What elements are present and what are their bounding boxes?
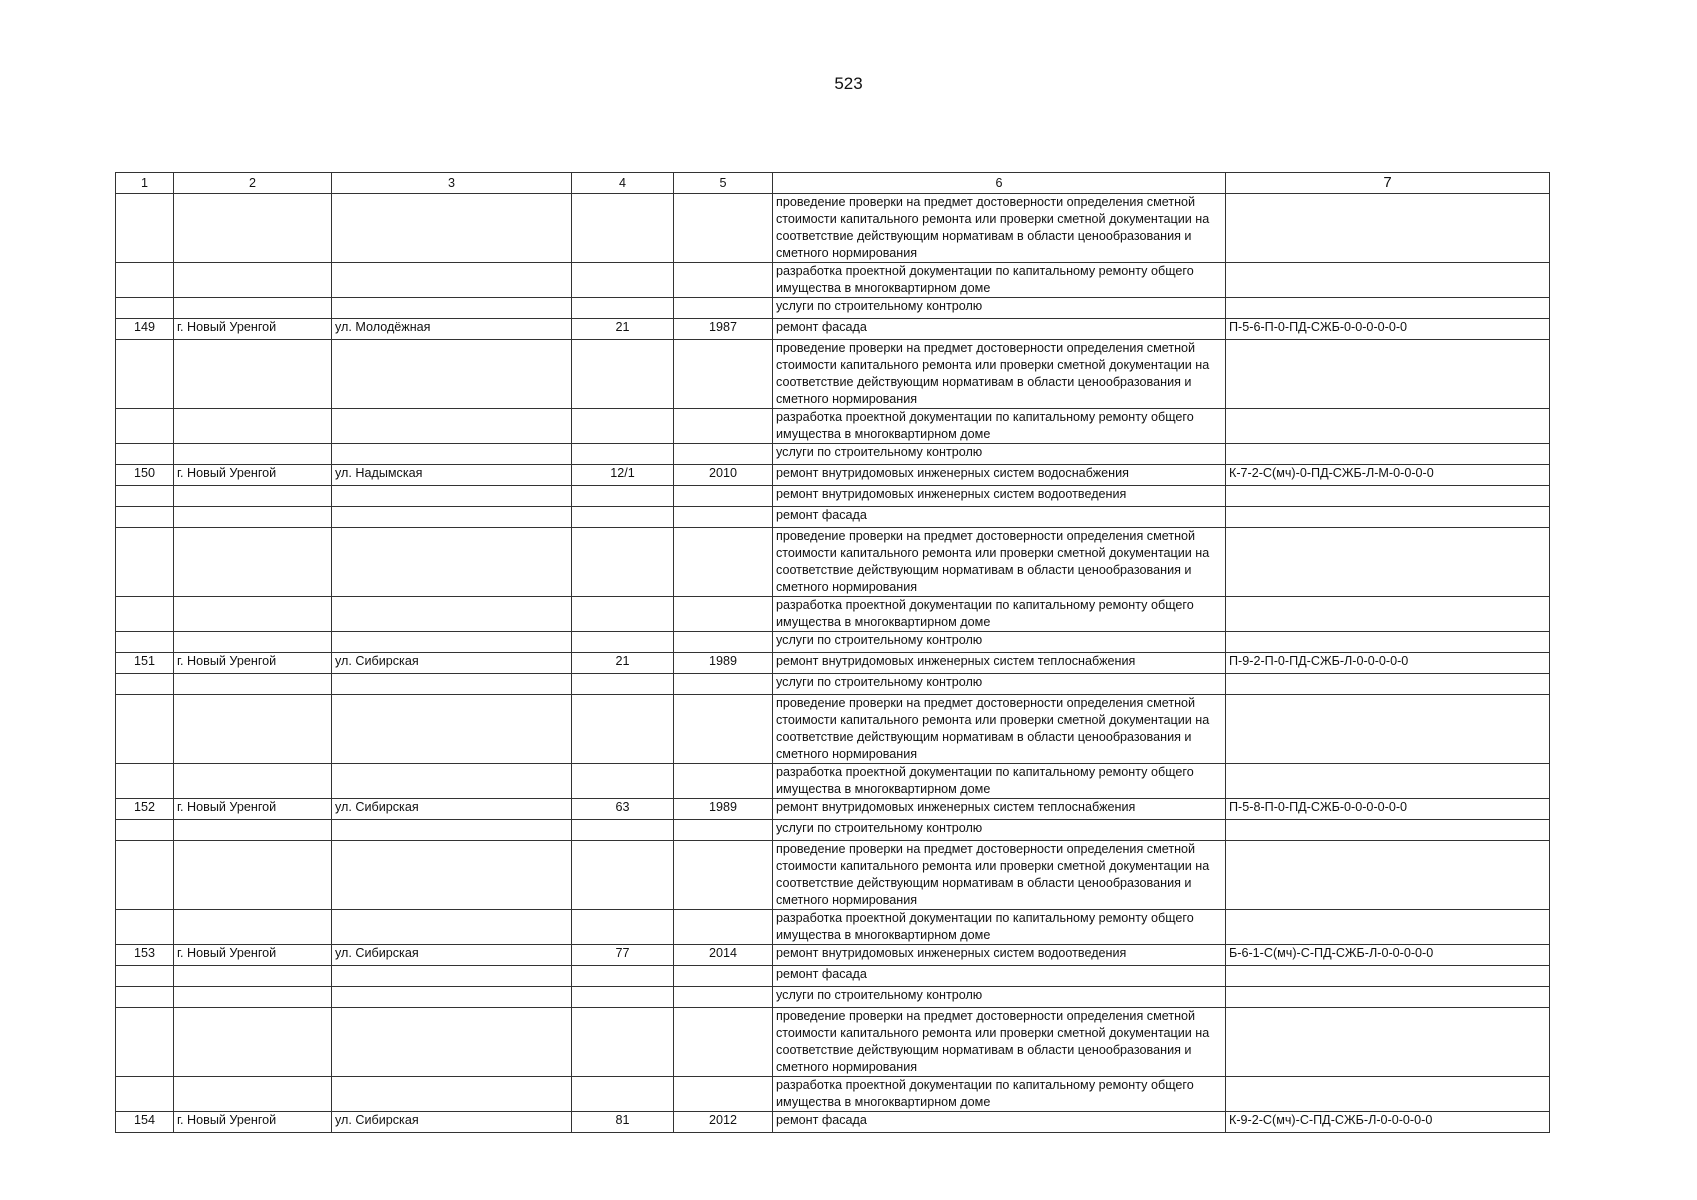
house-number-cell <box>572 764 674 799</box>
row-number <box>116 528 174 597</box>
house-code-cell <box>1226 764 1550 799</box>
table-row <box>116 1077 1550 1112</box>
row-number: 151 <box>116 653 174 674</box>
street-cell <box>332 674 572 695</box>
city-cell <box>174 1008 332 1077</box>
year-cell <box>674 409 773 444</box>
year-cell <box>674 674 773 695</box>
year-cell <box>674 966 773 987</box>
city-cell <box>174 409 332 444</box>
row-number <box>116 910 174 945</box>
page-number: 523 <box>834 74 863 93</box>
header-row <box>116 173 1550 194</box>
work-type-cell: услуги по строительному контролю <box>773 674 1226 695</box>
table-row <box>116 319 1550 340</box>
house-number-cell: 77 <box>572 945 674 966</box>
house-number-cell <box>572 841 674 910</box>
year-cell <box>674 528 773 597</box>
house-number-cell <box>572 528 674 597</box>
city-cell <box>174 263 332 298</box>
table-row <box>116 1008 1550 1077</box>
city-cell: г. Новый Уренгой <box>174 799 332 820</box>
house-number-cell <box>572 910 674 945</box>
city-cell <box>174 674 332 695</box>
work-type-cell: разработка проектной документации по капитальному ремонту общего имущества в многоквартирном доме <box>773 263 1226 298</box>
city-cell: г. Новый Уренгой <box>174 319 332 340</box>
street-cell <box>332 528 572 597</box>
street-cell <box>332 409 572 444</box>
city-cell <box>174 764 332 799</box>
city-cell <box>174 486 332 507</box>
row-number: 154 <box>116 1112 174 1133</box>
year-cell <box>674 340 773 409</box>
row-number <box>116 966 174 987</box>
city-cell <box>174 987 332 1008</box>
year-cell <box>674 987 773 1008</box>
row-number <box>116 486 174 507</box>
city-cell: г. Новый Уренгой <box>174 653 332 674</box>
year-cell <box>674 444 773 465</box>
work-type-cell: ремонт фасада <box>773 319 1226 340</box>
house-code-cell <box>1226 444 1550 465</box>
city-cell <box>174 340 332 409</box>
street-cell: ул. Сибирская <box>332 799 572 820</box>
house-number-cell <box>572 597 674 632</box>
street-cell <box>332 1008 572 1077</box>
work-type-cell: проведение проверки на предмет достоверности определения сметной стоимости капитального ремонта или проверки сметной документации на соответствие действующим нормативам в области ценообразования и сметного нормирования <box>773 841 1226 910</box>
year-cell: 1989 <box>674 799 773 820</box>
city-cell: г. Новый Уренгой <box>174 465 332 486</box>
house-number-cell <box>572 987 674 1008</box>
year-cell <box>674 298 773 319</box>
table-row <box>116 841 1550 910</box>
house-code-cell <box>1226 597 1550 632</box>
table-row <box>116 987 1550 1008</box>
row-number: 153 <box>116 945 174 966</box>
table-row <box>116 298 1550 319</box>
year-cell <box>674 632 773 653</box>
work-type-cell: услуги по строительному контролю <box>773 298 1226 319</box>
work-type-cell: разработка проектной документации по капитальному ремонту общего имущества в многоквартирном доме <box>773 597 1226 632</box>
table-row <box>116 486 1550 507</box>
street-cell <box>332 695 572 764</box>
table-header <box>116 173 1550 194</box>
city-cell: г. Новый Уренгой <box>174 945 332 966</box>
work-type-cell: проведение проверки на предмет достоверности определения сметной стоимости капитального ремонта или проверки сметной документации на соответствие действующим нормативам в области ценообразования и сметного нормирования <box>773 1008 1226 1077</box>
city-cell <box>174 444 332 465</box>
table-row <box>116 528 1550 597</box>
house-code-cell <box>1226 528 1550 597</box>
city-cell <box>174 695 332 764</box>
table-row <box>116 444 1550 465</box>
street-cell: ул. Надымская <box>332 465 572 486</box>
work-type-cell: разработка проектной документации по капитальному ремонту общего имущества в многоквартирном доме <box>773 409 1226 444</box>
house-code-cell: Б-6-1-С(мч)-С-ПД-СЖБ-Л-0-0-0-0-0 <box>1226 945 1550 966</box>
work-type-cell: проведение проверки на предмет достоверности определения сметной стоимости капитального ремонта или проверки сметной документации на соответствие действующим нормативам в области ценообразования и сметного нормирования <box>773 695 1226 764</box>
city-cell <box>174 528 332 597</box>
house-number-cell <box>572 695 674 764</box>
house-number-cell <box>572 486 674 507</box>
table-row <box>116 910 1550 945</box>
house-code-cell <box>1226 632 1550 653</box>
work-type-cell: услуги по строительному контролю <box>773 444 1226 465</box>
house-code-cell <box>1226 263 1550 298</box>
row-number <box>116 674 174 695</box>
house-code-cell <box>1226 820 1550 841</box>
street-cell <box>332 507 572 528</box>
row-number <box>116 263 174 298</box>
row-number <box>116 340 174 409</box>
street-cell: ул. Сибирская <box>332 945 572 966</box>
house-number-cell: 63 <box>572 799 674 820</box>
row-number <box>116 987 174 1008</box>
table-row <box>116 966 1550 987</box>
house-code-cell <box>1226 486 1550 507</box>
house-code-cell: П-5-6-П-0-ПД-СЖБ-0-0-0-0-0-0 <box>1226 319 1550 340</box>
work-type-cell: ремонт внутридомовых инженерных систем теплоснабжения <box>773 653 1226 674</box>
street-cell <box>332 486 572 507</box>
year-cell <box>674 597 773 632</box>
city-cell <box>174 194 332 263</box>
house-code-cell <box>1226 507 1550 528</box>
house-code-cell <box>1226 910 1550 945</box>
table-row <box>116 409 1550 444</box>
house-number-cell <box>572 298 674 319</box>
city-cell <box>174 966 332 987</box>
column-header: 2 <box>174 173 332 194</box>
work-type-cell: услуги по строительному контролю <box>773 632 1226 653</box>
year-cell <box>674 695 773 764</box>
street-cell <box>332 632 572 653</box>
work-type-cell: ремонт внутридомовых инженерных систем теплоснабжения <box>773 799 1226 820</box>
year-cell <box>674 1077 773 1112</box>
table-row <box>116 507 1550 528</box>
house-code-cell <box>1226 409 1550 444</box>
row-number <box>116 695 174 764</box>
work-type-cell: ремонт внутридомовых инженерных систем водоотведения <box>773 945 1226 966</box>
row-number <box>116 632 174 653</box>
street-cell <box>332 597 572 632</box>
repair-register-table <box>115 172 1550 1133</box>
year-cell: 1989 <box>674 653 773 674</box>
year-cell: 2010 <box>674 465 773 486</box>
street-cell <box>332 820 572 841</box>
column-header: 1 <box>116 173 174 194</box>
city-cell <box>174 910 332 945</box>
house-number-cell <box>572 632 674 653</box>
work-type-cell: ремонт фасада <box>773 507 1226 528</box>
city-cell <box>174 597 332 632</box>
city-cell <box>174 1077 332 1112</box>
column-header: 7 <box>1226 173 1550 194</box>
row-number: 152 <box>116 799 174 820</box>
house-number-cell: 21 <box>572 653 674 674</box>
year-cell: 2012 <box>674 1112 773 1133</box>
house-code-cell: П-9-2-П-0-ПД-СЖБ-Л-0-0-0-0-0 <box>1226 653 1550 674</box>
house-number-cell <box>572 1008 674 1077</box>
table-row <box>116 695 1550 764</box>
year-cell <box>674 764 773 799</box>
house-number-cell: 81 <box>572 1112 674 1133</box>
house-code-cell <box>1226 298 1550 319</box>
house-code-cell <box>1226 841 1550 910</box>
year-cell <box>674 820 773 841</box>
year-cell <box>674 910 773 945</box>
year-cell: 2014 <box>674 945 773 966</box>
table-row <box>116 945 1550 966</box>
table-body <box>116 194 1550 1133</box>
year-cell <box>674 486 773 507</box>
house-code-cell <box>1226 695 1550 764</box>
work-type-cell: ремонт внутридомовых инженерных систем водоотведения <box>773 486 1226 507</box>
house-number-cell <box>572 194 674 263</box>
house-number-cell <box>572 263 674 298</box>
city-cell <box>174 820 332 841</box>
row-number <box>116 1077 174 1112</box>
street-cell <box>332 966 572 987</box>
house-code-cell <box>1226 1008 1550 1077</box>
row-number <box>116 1008 174 1077</box>
street-cell <box>332 444 572 465</box>
year-cell <box>674 263 773 298</box>
year-cell <box>674 1008 773 1077</box>
house-code-cell <box>1226 987 1550 1008</box>
work-type-cell: ремонт фасада <box>773 1112 1226 1133</box>
city-cell: г. Новый Уренгой <box>174 1112 332 1133</box>
house-code-cell: К-7-2-С(мч)-0-ПД-СЖБ-Л-М-0-0-0-0 <box>1226 465 1550 486</box>
house-code-cell: П-5-8-П-0-ПД-СЖБ-0-0-0-0-0-0 <box>1226 799 1550 820</box>
house-code-cell <box>1226 966 1550 987</box>
row-number <box>116 194 174 263</box>
street-cell <box>332 340 572 409</box>
street-cell: ул. Сибирская <box>332 1112 572 1133</box>
column-header: 4 <box>572 173 674 194</box>
row-number <box>116 597 174 632</box>
street-cell <box>332 298 572 319</box>
street-cell <box>332 764 572 799</box>
work-type-cell: проведение проверки на предмет достоверности определения сметной стоимости капитального ремонта или проверки сметной документации на соответствие действующим нормативам в области ценообразования и сметного нормирования <box>773 528 1226 597</box>
street-cell: ул. Сибирская <box>332 653 572 674</box>
house-number-cell <box>572 674 674 695</box>
house-number-cell: 12/1 <box>572 465 674 486</box>
table-row <box>116 340 1550 409</box>
street-cell <box>332 841 572 910</box>
table-row <box>116 764 1550 799</box>
table-row <box>116 597 1550 632</box>
house-number-cell <box>572 340 674 409</box>
table-row <box>116 820 1550 841</box>
house-number-cell <box>572 820 674 841</box>
column-header: 5 <box>674 173 773 194</box>
row-number: 149 <box>116 319 174 340</box>
city-cell <box>174 507 332 528</box>
house-code-cell <box>1226 340 1550 409</box>
house-number-cell <box>572 966 674 987</box>
table-row <box>116 263 1550 298</box>
street-cell: ул. Молодёжная <box>332 319 572 340</box>
house-code-cell <box>1226 674 1550 695</box>
row-number <box>116 444 174 465</box>
row-number <box>116 764 174 799</box>
work-type-cell: услуги по строительному контролю <box>773 987 1226 1008</box>
house-number-cell <box>572 409 674 444</box>
work-type-cell: разработка проектной документации по капитальному ремонту общего имущества в многоквартирном доме <box>773 910 1226 945</box>
city-cell <box>174 298 332 319</box>
house-code-cell: К-9-2-С(мч)-С-ПД-СЖБ-Л-0-0-0-0-0 <box>1226 1112 1550 1133</box>
row-number <box>116 298 174 319</box>
house-code-cell <box>1226 1077 1550 1112</box>
table-row <box>116 632 1550 653</box>
table-row <box>116 465 1550 486</box>
year-cell <box>674 507 773 528</box>
work-type-cell: проведение проверки на предмет достоверности определения сметной стоимости капитального ремонта или проверки сметной документации на соответствие действующим нормативам в области ценообразования и сметного нормирования <box>773 194 1226 263</box>
street-cell <box>332 194 572 263</box>
house-number-cell <box>572 507 674 528</box>
work-type-cell: проведение проверки на предмет достоверности определения сметной стоимости капитального ремонта или проверки сметной документации на соответствие действующим нормативам в области ценообразования и сметного нормирования <box>773 340 1226 409</box>
street-cell <box>332 1077 572 1112</box>
year-cell <box>674 194 773 263</box>
column-header: 3 <box>332 173 572 194</box>
house-number-cell <box>572 444 674 465</box>
city-cell <box>174 632 332 653</box>
row-number: 150 <box>116 465 174 486</box>
city-cell <box>174 841 332 910</box>
year-cell: 1987 <box>674 319 773 340</box>
column-header: 6 <box>773 173 1226 194</box>
street-cell <box>332 263 572 298</box>
table-row <box>116 674 1550 695</box>
row-number <box>116 409 174 444</box>
work-type-cell: ремонт фасада <box>773 966 1226 987</box>
work-type-cell: ремонт внутридомовых инженерных систем водоснабжения <box>773 465 1226 486</box>
house-number-cell <box>572 1077 674 1112</box>
table-row <box>116 1112 1550 1133</box>
street-cell <box>332 910 572 945</box>
row-number <box>116 820 174 841</box>
row-number <box>116 841 174 910</box>
table-row <box>116 799 1550 820</box>
year-cell <box>674 841 773 910</box>
house-code-cell <box>1226 194 1550 263</box>
work-type-cell: разработка проектной документации по капитальному ремонту общего имущества в многоквартирном доме <box>773 764 1226 799</box>
row-number <box>116 507 174 528</box>
table-row <box>116 653 1550 674</box>
work-type-cell: разработка проектной документации по капитальному ремонту общего имущества в многоквартирном доме <box>773 1077 1226 1112</box>
street-cell <box>332 987 572 1008</box>
work-type-cell: услуги по строительному контролю <box>773 820 1226 841</box>
house-number-cell: 21 <box>572 319 674 340</box>
table-row <box>116 194 1550 263</box>
